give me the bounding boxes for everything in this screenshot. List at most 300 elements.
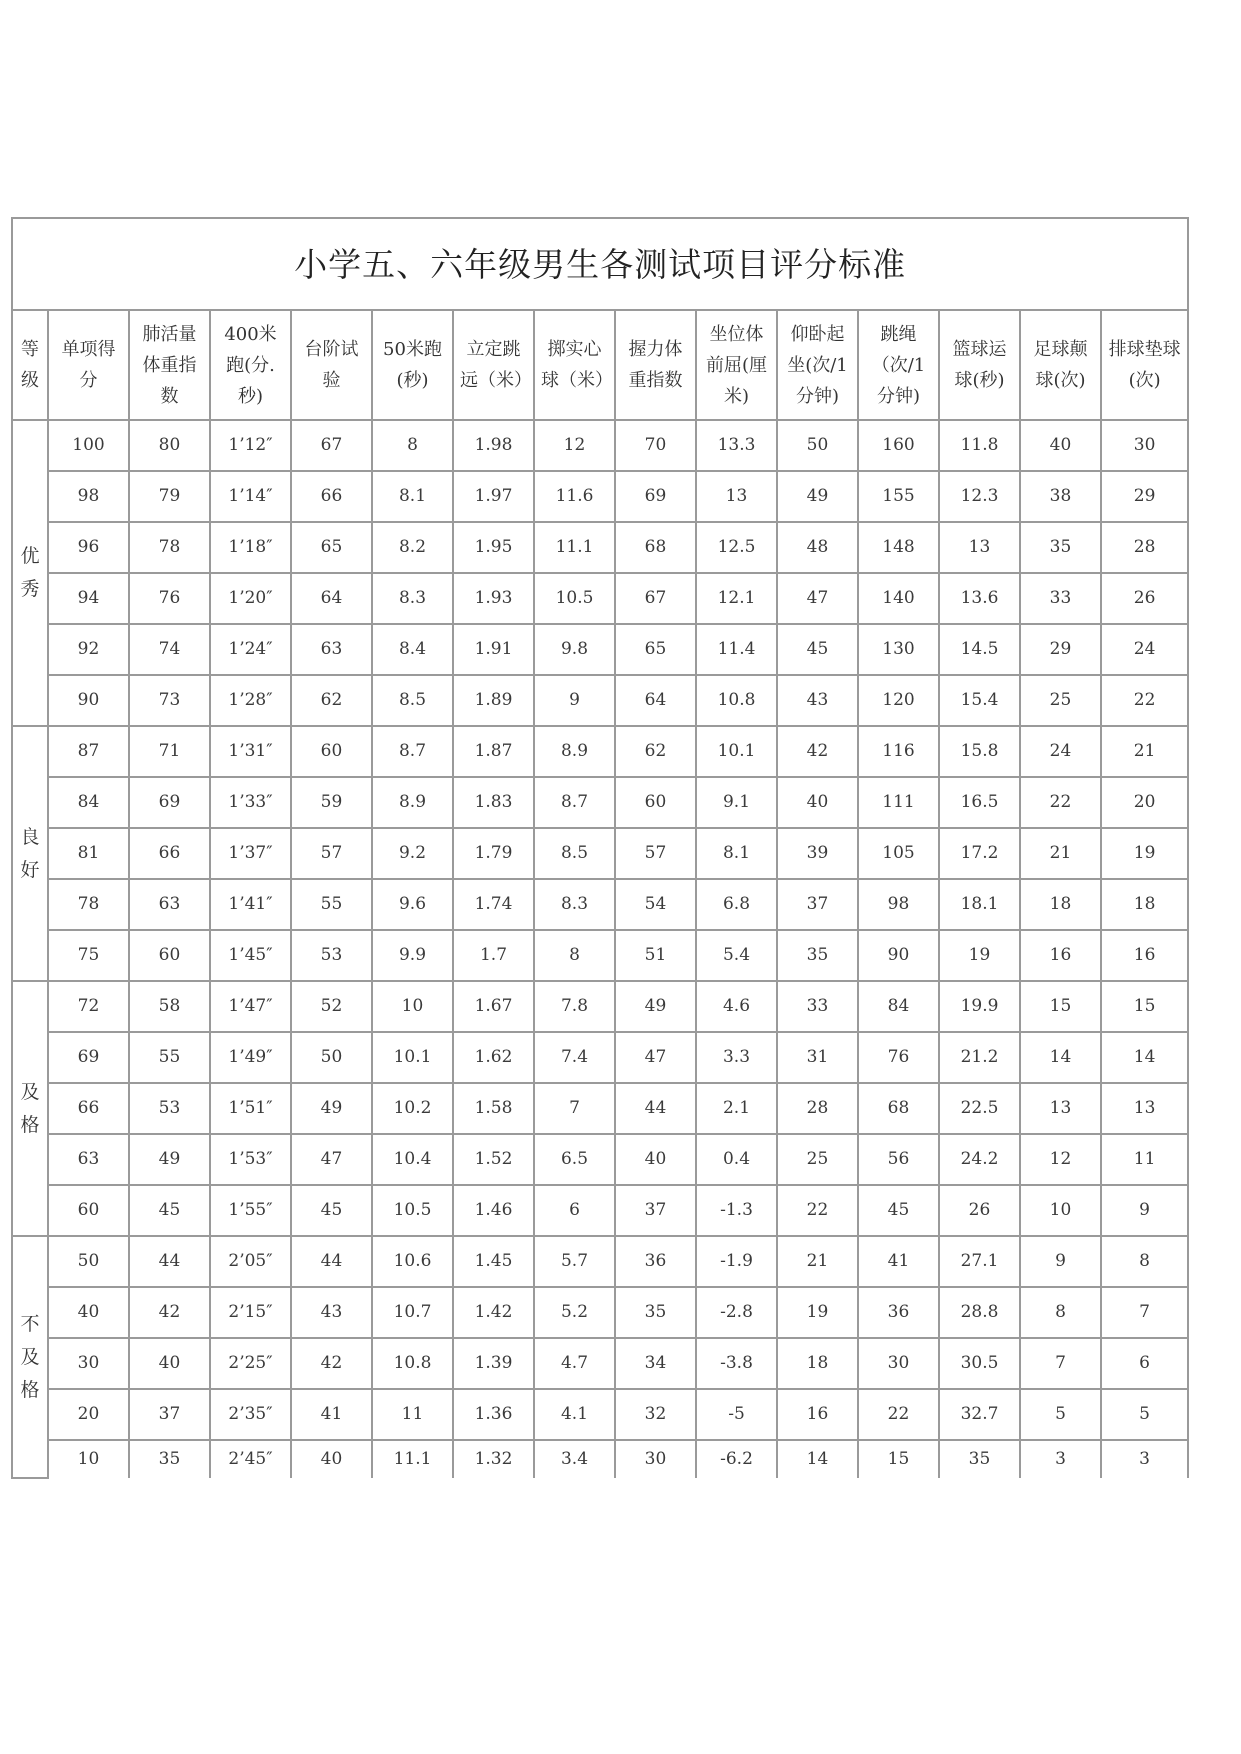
table-body — [12, 218, 1188, 1478]
table-cell: 100 — [48, 420, 129, 471]
table-cell: 63 — [291, 624, 372, 675]
table-cell: 64 — [291, 573, 372, 624]
table-cell: 5 — [1020, 1389, 1101, 1440]
table-cell: 5.7 — [534, 1236, 615, 1287]
table-cell: 8.1 — [696, 828, 777, 879]
grade-label: 及格 — [20, 1080, 40, 1136]
table-cell: 45 — [777, 624, 858, 675]
table-cell: 0.4 — [696, 1134, 777, 1185]
table-cell: 7 — [1020, 1338, 1101, 1389]
table-cell: 2.1 — [696, 1083, 777, 1134]
table-cell: 96 — [48, 522, 129, 573]
table-cell: 42 — [291, 1338, 372, 1389]
table-cell: 8.7 — [534, 777, 615, 828]
table-cell: 1’53″ — [210, 1134, 291, 1185]
table-row — [12, 1083, 1188, 1134]
table-cell: 50 — [48, 1236, 129, 1287]
table-cell: -1.3 — [696, 1185, 777, 1236]
table-cell: 4.7 — [534, 1338, 615, 1389]
table-row — [12, 1440, 1188, 1478]
table-cell: 21 — [777, 1236, 858, 1287]
table-cell: 31 — [777, 1032, 858, 1083]
table-cell: 29 — [1020, 624, 1101, 675]
table-cell: 10 — [1020, 1185, 1101, 1236]
table-cell: 76 — [858, 1032, 939, 1083]
header-cell — [372, 310, 453, 420]
table-cell: 24 — [1020, 726, 1101, 777]
table-cell: 7.4 — [534, 1032, 615, 1083]
table-cell: 10.4 — [372, 1134, 453, 1185]
table-cell: 66 — [291, 471, 372, 522]
table-cell: 40 — [777, 777, 858, 828]
table-cell: -1.9 — [696, 1236, 777, 1287]
table-row — [12, 1032, 1188, 1083]
table-cell: 62 — [615, 726, 696, 777]
table-cell: 22 — [1101, 675, 1188, 726]
header-label: 跳绳（次/1分钟) — [871, 323, 926, 407]
table-cell: 19 — [1101, 828, 1188, 879]
table-cell: 53 — [129, 1083, 210, 1134]
table-cell: 67 — [615, 573, 696, 624]
table-cell: 40 — [1020, 420, 1101, 471]
table-cell: 45 — [291, 1185, 372, 1236]
table-cell: 75 — [48, 930, 129, 981]
table-cell: 13 — [1101, 1083, 1188, 1134]
table-cell: 21 — [1020, 828, 1101, 879]
table-cell: 14 — [1101, 1032, 1188, 1083]
table-cell: 58 — [129, 981, 210, 1032]
table-cell: 22 — [858, 1389, 939, 1440]
header-cell — [129, 310, 210, 420]
table-cell: 68 — [615, 522, 696, 573]
table-cell: 28 — [1101, 522, 1188, 573]
table-cell: 17.2 — [939, 828, 1020, 879]
table-cell: 8.3 — [372, 573, 453, 624]
table-cell: 63 — [129, 879, 210, 930]
table-cell: 111 — [858, 777, 939, 828]
table-cell: 9.1 — [696, 777, 777, 828]
grade-cell — [12, 981, 48, 1236]
table-cell: 80 — [129, 420, 210, 471]
table-cell: 1’12″ — [210, 420, 291, 471]
table-cell: 105 — [858, 828, 939, 879]
header-label: 坐位体前屈(厘米) — [705, 323, 768, 407]
table-cell: 49 — [615, 981, 696, 1032]
table-cell: 33 — [777, 981, 858, 1032]
table-cell: 3 — [1101, 1440, 1188, 1478]
table-cell: 11 — [1101, 1134, 1188, 1185]
table-cell: 48 — [777, 522, 858, 573]
table-cell: 72 — [48, 981, 129, 1032]
table-cell: 8 — [372, 420, 453, 471]
table-cell: 15 — [1101, 981, 1188, 1032]
table-cell: 8.1 — [372, 471, 453, 522]
table-cell: 14 — [1020, 1032, 1101, 1083]
table-cell: 60 — [48, 1185, 129, 1236]
table-cell: 35 — [777, 930, 858, 981]
table-cell: 8.5 — [372, 675, 453, 726]
header-cell — [696, 310, 777, 420]
table-cell: 65 — [615, 624, 696, 675]
table-cell: 22 — [1020, 777, 1101, 828]
table-row — [12, 624, 1188, 675]
table-cell: 44 — [615, 1083, 696, 1134]
table-cell: 90 — [48, 675, 129, 726]
table-cell: 84 — [48, 777, 129, 828]
header-label: 400米跑(分.秒) — [224, 323, 277, 407]
table-cell: 120 — [858, 675, 939, 726]
table-cell: 34 — [615, 1338, 696, 1389]
table-cell: 69 — [129, 777, 210, 828]
table-cell: -2.8 — [696, 1287, 777, 1338]
table-cell: 1’14″ — [210, 471, 291, 522]
table-cell: 8 — [1101, 1236, 1188, 1287]
table-cell: 40 — [48, 1287, 129, 1338]
table-cell: 43 — [291, 1287, 372, 1338]
table-cell: 36 — [615, 1236, 696, 1287]
table-cell: 1.52 — [453, 1134, 534, 1185]
table-cell: 79 — [129, 471, 210, 522]
table-cell: 33 — [1020, 573, 1101, 624]
table-cell: 1.42 — [453, 1287, 534, 1338]
table-cell: 1.32 — [453, 1440, 534, 1478]
table-cell: 15 — [1020, 981, 1101, 1032]
table-cell: 11 — [372, 1389, 453, 1440]
table-cell: 5.4 — [696, 930, 777, 981]
table-cell: 1’51″ — [210, 1083, 291, 1134]
table-cell: 67 — [291, 420, 372, 471]
table-cell: 9 — [1020, 1236, 1101, 1287]
table-cell: 81 — [48, 828, 129, 879]
table-cell: 1.95 — [453, 522, 534, 573]
table-cell: 22.5 — [939, 1083, 1020, 1134]
table-cell: 74 — [129, 624, 210, 675]
table-cell: 45 — [129, 1185, 210, 1236]
table-cell: 7.8 — [534, 981, 615, 1032]
table-cell: 1.89 — [453, 675, 534, 726]
table-cell: 64 — [615, 675, 696, 726]
table-cell: 92 — [48, 624, 129, 675]
table-row — [12, 675, 1188, 726]
table-cell: 16.5 — [939, 777, 1020, 828]
table-cell: 2’25″ — [210, 1338, 291, 1389]
table-cell: 9.8 — [534, 624, 615, 675]
table-cell: 1’24″ — [210, 624, 291, 675]
table-cell: 36 — [858, 1287, 939, 1338]
table-cell: 1’55″ — [210, 1185, 291, 1236]
table-cell: 37 — [129, 1389, 210, 1440]
table-cell: 32 — [615, 1389, 696, 1440]
table-cell: 1’20″ — [210, 573, 291, 624]
table-cell: 10.1 — [372, 1032, 453, 1083]
table-cell: 18 — [1101, 879, 1188, 930]
table-cell: 15.4 — [939, 675, 1020, 726]
table-cell: 1’49″ — [210, 1032, 291, 1083]
table-cell: 70 — [615, 420, 696, 471]
table-cell: 21 — [1101, 726, 1188, 777]
table-cell: 69 — [48, 1032, 129, 1083]
table-cell: 2’15″ — [210, 1287, 291, 1338]
table-cell: 1.91 — [453, 624, 534, 675]
table-cell: 1.79 — [453, 828, 534, 879]
table-cell: 32.7 — [939, 1389, 1020, 1440]
table-cell: 62 — [291, 675, 372, 726]
table-cell: 47 — [777, 573, 858, 624]
table-cell: 1.67 — [453, 981, 534, 1032]
table-cell: 18.1 — [939, 879, 1020, 930]
table-cell: 16 — [1020, 930, 1101, 981]
table-cell: 25 — [777, 1134, 858, 1185]
table-cell: 52 — [291, 981, 372, 1032]
table-cell: 68 — [858, 1083, 939, 1134]
table-cell: 47 — [291, 1134, 372, 1185]
table-cell: 130 — [858, 624, 939, 675]
table-cell: 8.4 — [372, 624, 453, 675]
table-cell: 1’41″ — [210, 879, 291, 930]
grade-cell — [12, 1236, 48, 1478]
table-cell: 8.7 — [372, 726, 453, 777]
table-row — [12, 1134, 1188, 1185]
table-cell: 1.39 — [453, 1338, 534, 1389]
table-cell: 155 — [858, 471, 939, 522]
table-cell: 9.9 — [372, 930, 453, 981]
table-cell: 1’37″ — [210, 828, 291, 879]
table-cell: 43 — [777, 675, 858, 726]
table-cell: 140 — [858, 573, 939, 624]
table-cell: 6 — [1101, 1338, 1188, 1389]
table-row — [12, 1287, 1188, 1338]
table-cell: 1’28″ — [210, 675, 291, 726]
table-cell: -5 — [696, 1389, 777, 1440]
table-cell: 42 — [129, 1287, 210, 1338]
table-row — [12, 726, 1188, 777]
table-cell: 25 — [1020, 675, 1101, 726]
table-cell: 8.9 — [372, 777, 453, 828]
table-cell: 1.58 — [453, 1083, 534, 1134]
table-cell: 8.9 — [534, 726, 615, 777]
table-cell: 1.62 — [453, 1032, 534, 1083]
header-label: 篮球运球(秒) — [952, 339, 1007, 391]
table-cell: 28.8 — [939, 1287, 1020, 1338]
table-cell: 30.5 — [939, 1338, 1020, 1389]
header-cell — [291, 310, 372, 420]
table-cell: 5.2 — [534, 1287, 615, 1338]
table-cell: 42 — [777, 726, 858, 777]
table-cell: 10.8 — [372, 1338, 453, 1389]
table-cell: 47 — [615, 1032, 696, 1083]
table-cell: 1’31″ — [210, 726, 291, 777]
table-cell: 116 — [858, 726, 939, 777]
table-cell: 24 — [1101, 624, 1188, 675]
score-standard-table — [11, 217, 1189, 1479]
table-cell: 14.5 — [939, 624, 1020, 675]
table-cell: 1.7 — [453, 930, 534, 981]
table-cell: 51 — [615, 930, 696, 981]
table-cell: 10.1 — [696, 726, 777, 777]
table-cell: 55 — [291, 879, 372, 930]
header-cell — [453, 310, 534, 420]
table-cell: 1’45″ — [210, 930, 291, 981]
table-cell: 21.2 — [939, 1032, 1020, 1083]
grade-label: 良好 — [20, 825, 40, 881]
table-cell: 19 — [939, 930, 1020, 981]
table-row — [12, 879, 1188, 930]
table-cell: 18 — [777, 1338, 858, 1389]
table-cell: 9 — [1101, 1185, 1188, 1236]
table-row — [12, 573, 1188, 624]
table-cell: 76 — [129, 573, 210, 624]
table-cell: 1’47″ — [210, 981, 291, 1032]
header-cell — [939, 310, 1020, 420]
table-cell: 35 — [615, 1287, 696, 1338]
table-cell: 60 — [615, 777, 696, 828]
table-cell: 12.3 — [939, 471, 1020, 522]
table-cell: 41 — [291, 1389, 372, 1440]
table-cell: 71 — [129, 726, 210, 777]
header-label: 足球颠球(次) — [1033, 339, 1088, 391]
table-cell: 10.6 — [372, 1236, 453, 1287]
header-label: 肺活量体重指数 — [142, 323, 197, 407]
table-cell: 11.1 — [534, 522, 615, 573]
table-cell: 10 — [372, 981, 453, 1032]
table-cell: 2’35″ — [210, 1389, 291, 1440]
table-cell: 1.74 — [453, 879, 534, 930]
table-cell: 30 — [858, 1338, 939, 1389]
table-cell: 35 — [1020, 522, 1101, 573]
grade-label: 优秀 — [20, 545, 40, 600]
header-cell — [1020, 310, 1101, 420]
table-row — [12, 471, 1188, 522]
table-row — [12, 522, 1188, 573]
table-cell: 45 — [858, 1185, 939, 1236]
grade-cell — [12, 420, 48, 726]
header-label: 单项得分 — [61, 339, 116, 391]
table-cell: 11.8 — [939, 420, 1020, 471]
table-cell: 4.1 — [534, 1389, 615, 1440]
table-cell: 30 — [615, 1440, 696, 1478]
table-cell: 63 — [48, 1134, 129, 1185]
table-cell: 35 — [939, 1440, 1020, 1478]
table-cell: 16 — [1101, 930, 1188, 981]
table-row — [12, 1236, 1188, 1287]
table-cell: 53 — [291, 930, 372, 981]
table-cell: 12 — [534, 420, 615, 471]
table-cell: 13.6 — [939, 573, 1020, 624]
table-cell: 98 — [858, 879, 939, 930]
table-cell: 1.83 — [453, 777, 534, 828]
table-cell: 16 — [777, 1389, 858, 1440]
table-cell: 8.5 — [534, 828, 615, 879]
table-cell: 39 — [777, 828, 858, 879]
table-cell: 8.2 — [372, 522, 453, 573]
table-cell: 6 — [534, 1185, 615, 1236]
table-cell: 73 — [129, 675, 210, 726]
header-cell — [48, 310, 129, 420]
table-cell: 26 — [939, 1185, 1020, 1236]
table-cell: 1.36 — [453, 1389, 534, 1440]
table-cell: 1.45 — [453, 1236, 534, 1287]
table-cell: 49 — [129, 1134, 210, 1185]
table-cell: 54 — [615, 879, 696, 930]
table-cell: 35 — [129, 1440, 210, 1478]
table-cell: 9.6 — [372, 879, 453, 930]
table-cell: 6.5 — [534, 1134, 615, 1185]
header-label: 50米跑(秒) — [383, 339, 442, 391]
table-cell: 66 — [129, 828, 210, 879]
table-cell: 1’33″ — [210, 777, 291, 828]
table-cell: 3.3 — [696, 1032, 777, 1083]
table-cell: 60 — [291, 726, 372, 777]
grade-label: 不及格 — [20, 1312, 40, 1401]
header-label: 仰卧起坐(次/1分钟) — [787, 323, 848, 407]
table-cell: 9 — [534, 675, 615, 726]
table-cell: 1.97 — [453, 471, 534, 522]
table-cell: 20 — [48, 1389, 129, 1440]
table-cell: 9.2 — [372, 828, 453, 879]
table-cell: 87 — [48, 726, 129, 777]
table-cell: 37 — [777, 879, 858, 930]
table-row — [12, 1185, 1188, 1236]
table-cell: 8 — [1020, 1287, 1101, 1338]
table-cell: 11.1 — [372, 1440, 453, 1478]
table-cell: 98 — [48, 471, 129, 522]
table-row — [12, 1338, 1188, 1389]
table-cell: 15 — [858, 1440, 939, 1478]
header-label: 台阶试验 — [304, 339, 359, 391]
table-cell: 1.46 — [453, 1185, 534, 1236]
grade-cell — [12, 726, 48, 981]
table-cell: 1.87 — [453, 726, 534, 777]
table-cell: 12.5 — [696, 522, 777, 573]
table-cell: 38 — [1020, 471, 1101, 522]
table-cell: 26 — [1101, 573, 1188, 624]
header-grade-label: 等级 — [21, 339, 39, 391]
table-cell: 4.6 — [696, 981, 777, 1032]
table-cell: 2’05″ — [210, 1236, 291, 1287]
table-cell: 57 — [291, 828, 372, 879]
table-cell: 90 — [858, 930, 939, 981]
table-row — [12, 828, 1188, 879]
header-cell — [1101, 310, 1188, 420]
table-cell: 27.1 — [939, 1236, 1020, 1287]
table-cell: -6.2 — [696, 1440, 777, 1478]
table-cell: 12 — [1020, 1134, 1101, 1185]
table-cell: 7 — [1101, 1287, 1188, 1338]
header-cell — [210, 310, 291, 420]
table-cell: 37 — [615, 1185, 696, 1236]
table-cell: 160 — [858, 420, 939, 471]
table-cell: 8 — [534, 930, 615, 981]
header-cell — [534, 310, 615, 420]
table-cell: 1.93 — [453, 573, 534, 624]
table-cell: 66 — [48, 1083, 129, 1134]
table-cell: 78 — [48, 879, 129, 930]
title-row — [12, 218, 1188, 310]
header-label: 掷实心球（米） — [541, 339, 613, 391]
table-cell: 10.5 — [372, 1185, 453, 1236]
table-cell: 57 — [615, 828, 696, 879]
table-cell: 30 — [48, 1338, 129, 1389]
header-label: 排球垫球(次) — [1108, 339, 1181, 391]
table-cell: 94 — [48, 573, 129, 624]
table-cell: 10 — [48, 1440, 129, 1478]
header-label: 立定跳远（米） — [460, 339, 532, 391]
table-row — [12, 930, 1188, 981]
table-cell: 24.2 — [939, 1134, 1020, 1185]
table-cell: 44 — [129, 1236, 210, 1287]
table-cell: 29 — [1101, 471, 1188, 522]
table-cell: 40 — [291, 1440, 372, 1478]
